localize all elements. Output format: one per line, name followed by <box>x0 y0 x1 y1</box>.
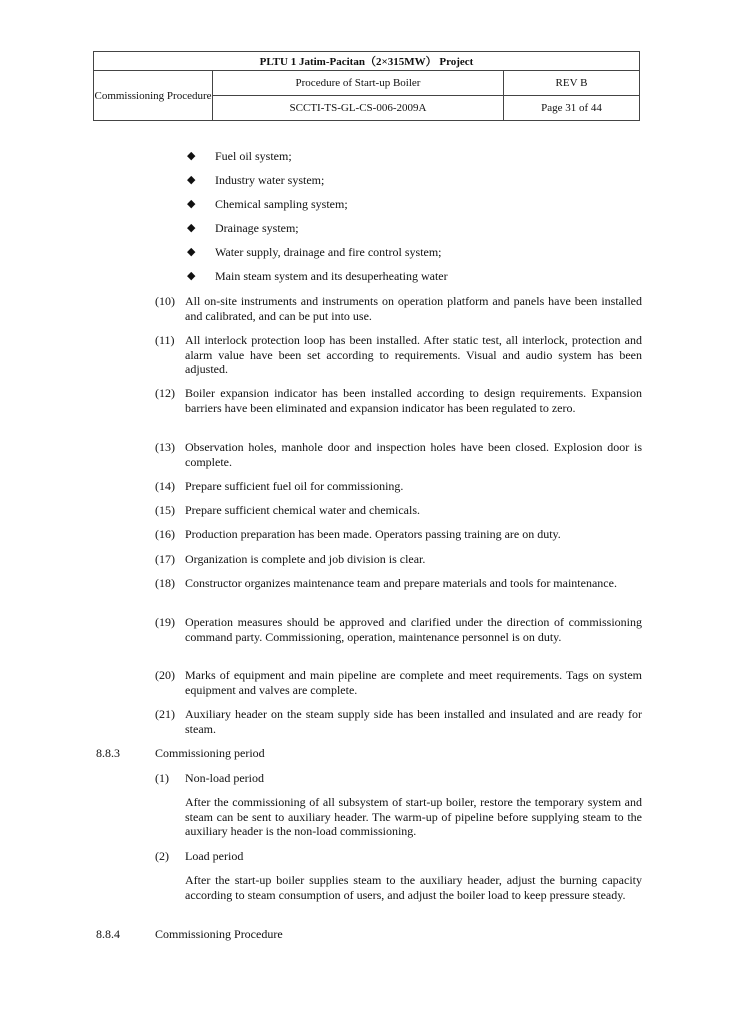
document-type-label: Commissioning Procedure <box>94 71 213 121</box>
item-number: (20) <box>155 668 175 682</box>
document-title: Procedure of Start-up Boiler <box>213 71 504 96</box>
bullet-item: Water supply, drainage and fire control system; <box>215 245 442 259</box>
item-number: (11) <box>155 333 175 347</box>
bullet-item: Drainage system; <box>215 221 299 235</box>
diamond-bullet-icon: ◆ <box>187 222 196 234</box>
period-title: Non-load period <box>185 771 264 785</box>
item-text: Marks of equipment and main pipeline are complete and meet requirements. Tags on system equipment and valves are complete. <box>185 668 642 697</box>
section-title: Commissioning Procedure <box>155 927 283 941</box>
period-title: Load period <box>185 849 244 863</box>
diamond-bullet-icon: ◆ <box>187 246 196 258</box>
item-number: (15) <box>155 503 175 517</box>
diamond-bullet-icon: ◆ <box>187 270 196 282</box>
item-number: (16) <box>155 527 175 541</box>
diamond-bullet-icon: ◆ <box>187 198 196 210</box>
period-number: (1) <box>155 771 169 785</box>
diamond-bullet-icon: ◆ <box>187 174 196 186</box>
item-text: All on-site instruments and instruments on operation platform and panels have been installed and calibrated, and can be put into use. <box>185 294 642 323</box>
period-body: After the commissioning of all subsystem of start-up boiler, restore the temporary system and steam can be sent to auxiliary header. The warm-up of pipeline before supplying steam to the auxiliary header is the non-load commissioning. <box>185 795 642 838</box>
period-body: After the start-up boiler supplies steam to the auxiliary header, adjust the burning capacity according to steam consumption of users, and adjust the boiler load to keep pressure steady. <box>185 873 642 902</box>
item-number: (14) <box>155 479 175 493</box>
item-text: Auxiliary header on the steam supply side has been installed and insulated and are ready for steam. <box>185 707 642 736</box>
bullet-item: Fuel oil system; <box>215 149 292 163</box>
bullet-item: Industry water system; <box>215 173 325 187</box>
bullet-item: Main steam system and its desuperheating water <box>215 269 448 283</box>
item-text: Operation measures should be approved and clarified under the direction of commissioning command party. Commissioning, operation, maintenance personnel is on duty. <box>185 615 642 644</box>
item-number: (17) <box>155 552 175 566</box>
bullet-item: Chemical sampling system; <box>215 197 348 211</box>
item-text: Constructor organizes maintenance team and prepare materials and tools for maintenance. <box>185 576 617 590</box>
diamond-bullet-icon: ◆ <box>187 150 196 162</box>
item-text: Boiler expansion indicator has been installed according to design requirements. Expansion barriers have been eliminated and expansion indicator has been regulated to zero. <box>185 386 642 415</box>
item-text: Production preparation has been made. Operators passing training are on duty. <box>185 527 561 541</box>
page-number: Page 31 of 44 <box>504 96 640 121</box>
document-code: SCCTI-TS-GL-CS-006-2009A <box>213 96 504 121</box>
item-number: (10) <box>155 294 175 308</box>
document-header-table <box>93 51 640 121</box>
item-text: Prepare sufficient chemical water and chemicals. <box>185 503 421 517</box>
item-number: (12) <box>155 386 175 400</box>
item-number: (18) <box>155 576 175 590</box>
item-text: Prepare sufficient fuel oil for commissioning. <box>185 479 404 493</box>
section-number: 8.8.4 <box>96 927 120 941</box>
item-text: Organization is complete and job division is clear. <box>185 552 426 566</box>
item-text: Observation holes, manhole door and inspection holes have been closed. Explosion door is complete. <box>185 440 642 469</box>
item-number: (13) <box>155 440 175 454</box>
section-number: 8.8.3 <box>96 746 120 760</box>
item-number: (21) <box>155 707 175 721</box>
item-text: All interlock protection loop has been installed. After static test, all interlock, protection and alarm value have been set according to requirements. Visual and audio system has been adjusted. <box>185 333 642 376</box>
item-number: (19) <box>155 615 175 629</box>
section-title: Commissioning period <box>155 746 265 760</box>
period-number: (2) <box>155 849 169 863</box>
revision-label: REV B <box>504 71 640 96</box>
project-title: PLTU 1 Jatim-Pacitan（2×315MW） Project <box>94 52 640 71</box>
